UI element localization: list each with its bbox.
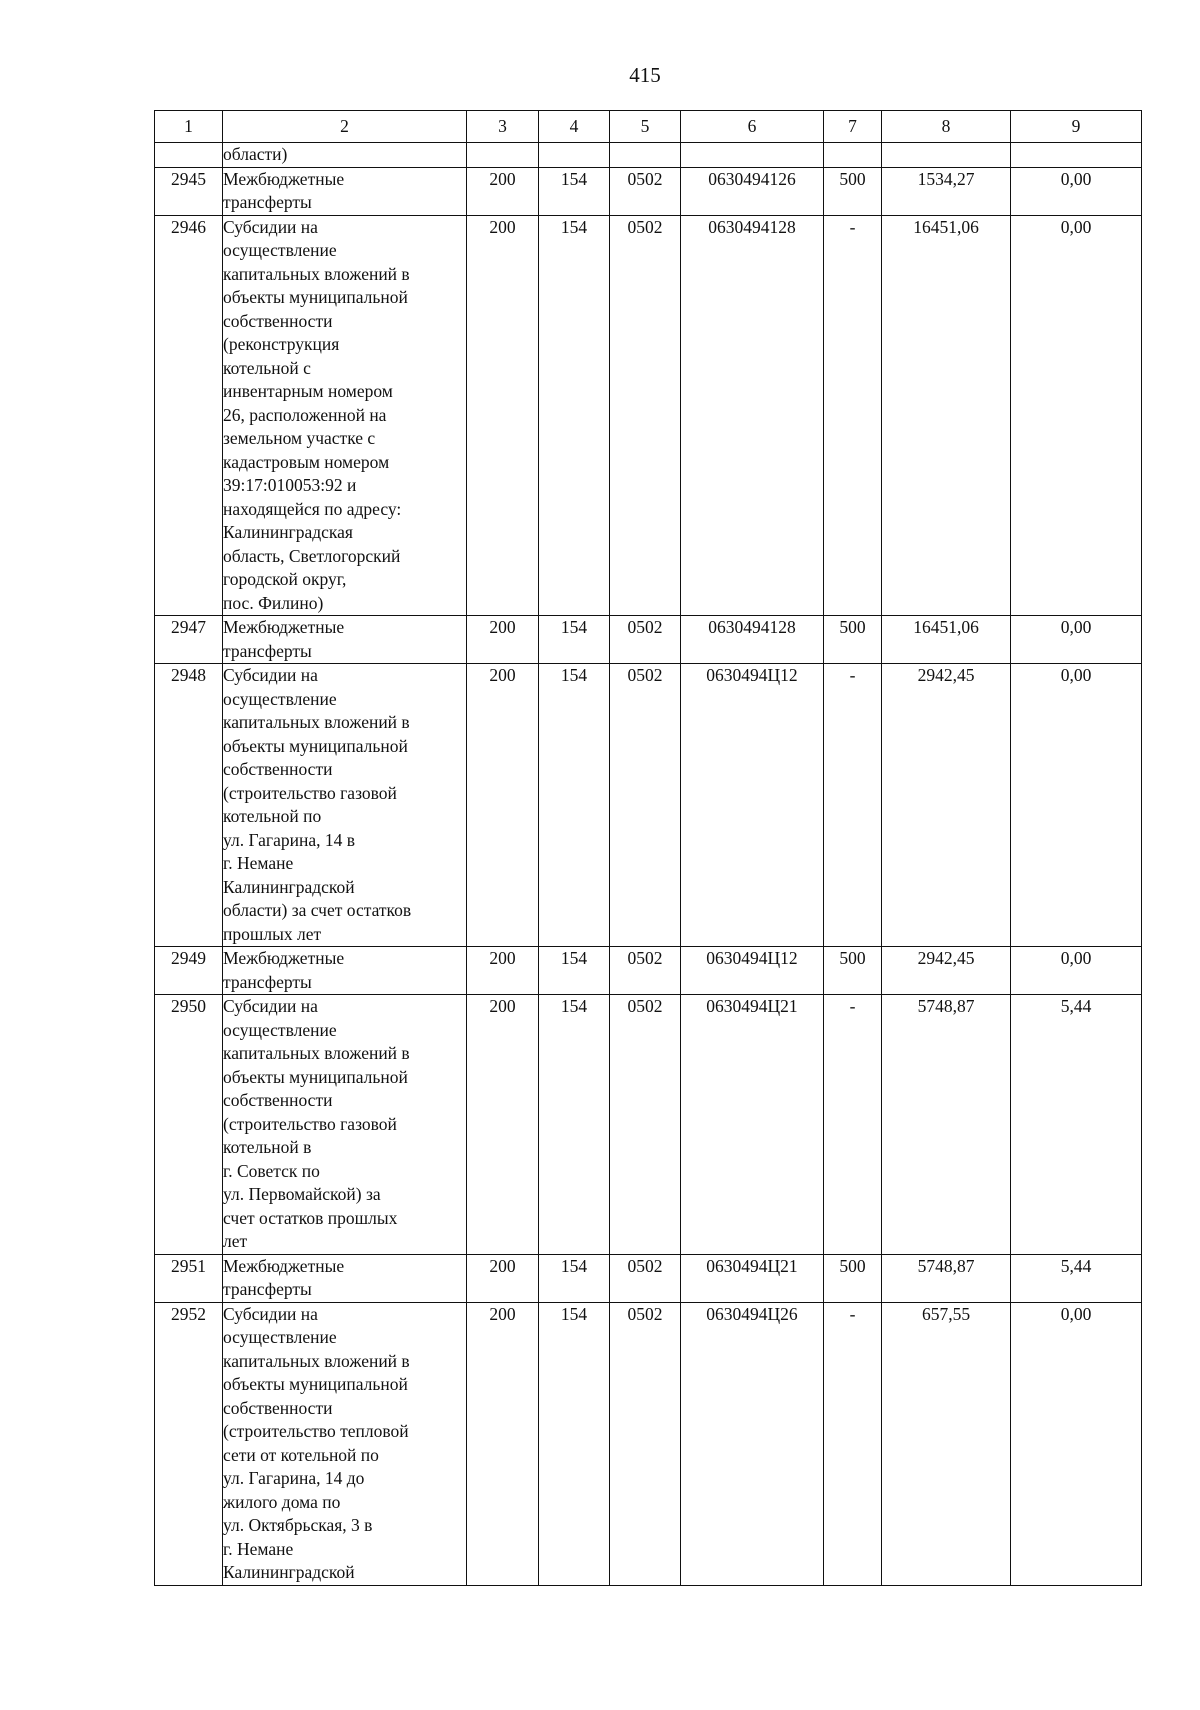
budget-table [154, 110, 1142, 1586]
name-line: объекты муниципальной [223, 1066, 408, 1087]
name-line: Межбюджетные [223, 948, 345, 968]
name-line: собственности [223, 1090, 333, 1110]
cell-col-5: 0502 [610, 995, 681, 1255]
cell-col-4: 154 [539, 1302, 610, 1585]
name-line: жилого дома по [223, 1491, 341, 1512]
name-line: капитальных вложений в [223, 712, 410, 732]
page-number: 415 [629, 63, 661, 87]
cell-col-5: 0502 [610, 215, 681, 616]
name-line: Субсидии на [223, 665, 318, 685]
header-cell-col-5: 5 [610, 111, 681, 143]
name-line: собственности [223, 310, 333, 331]
cell-col-7: - [824, 215, 882, 616]
cell-name [223, 167, 467, 215]
cell-target-article: 0630494128 [681, 616, 824, 664]
name-line: г. Немане [223, 1538, 294, 1559]
cell-col-7: - [824, 1302, 882, 1585]
name-line: Межбюджетные [223, 617, 345, 637]
cell-amount: 5748,87 [882, 1254, 1011, 1302]
cell-amount: 657,55 [882, 1302, 1011, 1585]
name-line: (строительство тепловой [223, 1421, 409, 1441]
name-line: трансферты [223, 192, 312, 212]
cell-col-7: 500 [824, 1254, 882, 1302]
header-cell-col-4: 4 [539, 111, 610, 143]
name-line: области) за счет остатков [223, 900, 412, 920]
cell-target-article: 0630494Ц21 [681, 995, 824, 1255]
cell-target-article: 0630494Ц12 [681, 664, 824, 947]
cell-col-3: 200 [467, 664, 539, 947]
cell-col-5: 0502 [610, 664, 681, 947]
cell-col-7: 500 [824, 167, 882, 215]
name-line: сети от котельной по [223, 1444, 379, 1465]
row-number-cell: 2948 [155, 664, 223, 947]
name-line: ул. Первомайской) за [223, 1184, 381, 1204]
name-line: Субсидии на [223, 1303, 318, 1324]
cell-target-article: 0630494Ц12 [681, 947, 824, 995]
cell-col-5: 0502 [610, 1302, 681, 1585]
cell-col-3 [467, 143, 539, 168]
table-row [155, 664, 1142, 947]
name-line: кадастровым номером [223, 451, 390, 472]
cell-amount [882, 143, 1011, 168]
name-line: (реконструкция [223, 334, 340, 354]
cell-target-article: 0630494Ц21 [681, 1254, 824, 1302]
cell-col-5: 0502 [610, 167, 681, 215]
table-body [155, 143, 1142, 1586]
cell-col-9 [1011, 143, 1142, 168]
name-line: трансферты [223, 640, 312, 661]
table-row [155, 995, 1142, 1255]
name-line: котельной по [223, 806, 322, 826]
cell-col-4: 154 [539, 1254, 610, 1302]
cell-amount: 16451,06 [882, 215, 1011, 616]
cell-col-3: 200 [467, 1302, 539, 1585]
cell-col-4: 154 [539, 947, 610, 995]
table-row [155, 616, 1142, 664]
cell-col-4: 154 [539, 215, 610, 616]
name-line: (строительство газовой [223, 782, 397, 803]
cell-col-3: 200 [467, 995, 539, 1255]
name-line: капитальных вложений в [223, 1043, 410, 1063]
name-line: Калининградской [223, 1562, 355, 1582]
cell-col-9: 0,00 [1011, 664, 1142, 947]
name-line: осуществление [223, 1019, 337, 1040]
name-line: капитальных вложений в [223, 263, 410, 284]
cell-col-9: 0,00 [1011, 947, 1142, 995]
row-number-cell: 2951 [155, 1254, 223, 1302]
name-line: лет [223, 1231, 248, 1251]
row-number-cell: 2949 [155, 947, 223, 995]
name-line: Калининградской [223, 876, 355, 897]
cell-name [223, 143, 467, 168]
row-number-cell: 2945 [155, 167, 223, 215]
name-line: 26, расположенной на [223, 404, 387, 425]
table-row [155, 1254, 1142, 1302]
cell-amount: 5748,87 [882, 995, 1011, 1255]
row-number-cell: 2952 [155, 1302, 223, 1585]
name-line: трансферты [223, 1279, 312, 1299]
cell-col-7: - [824, 664, 882, 947]
cell-amount: 1534,27 [882, 167, 1011, 215]
cell-name [223, 947, 467, 995]
cell-col-3: 200 [467, 215, 539, 616]
name-line: городской округ, [223, 569, 347, 589]
name-line: счет остатков прошлых [223, 1207, 398, 1228]
table-row [155, 947, 1142, 995]
name-line: (строительство газовой [223, 1113, 397, 1134]
name-line: Калининградская [223, 522, 353, 542]
name-line: объекты муниципальной [223, 287, 408, 307]
cell-col-7 [824, 143, 882, 168]
name-line: трансферты [223, 971, 312, 992]
cell-target-article: 0630494126 [681, 167, 824, 215]
cell-col-9: 0,00 [1011, 616, 1142, 664]
row-number-cell: 2947 [155, 616, 223, 664]
header-cell-col-1: 1 [155, 111, 223, 143]
cell-name [223, 664, 467, 947]
cell-col-4: 154 [539, 616, 610, 664]
cell-col-4: 154 [539, 995, 610, 1255]
table-row [155, 215, 1142, 616]
cell-col-5: 0502 [610, 616, 681, 664]
name-line: г. Советск по [223, 1160, 320, 1181]
cell-col-9: 0,00 [1011, 167, 1142, 215]
name-line: ул. Гагарина, 14 в [223, 829, 355, 850]
name-line: котельной с [223, 357, 311, 378]
name-line: 39:17:010053:92 и [223, 475, 357, 495]
name-line: осуществление [223, 1327, 337, 1347]
cell-col-3: 200 [467, 947, 539, 995]
name-line: объекты муниципальной [223, 1374, 408, 1394]
cell-col-7: - [824, 995, 882, 1255]
cell-col-7: 500 [824, 616, 882, 664]
table-row [155, 167, 1142, 215]
name-line: Межбюджетные [223, 168, 345, 189]
cell-col-4: 154 [539, 167, 610, 215]
cell-target-article: 0630494128 [681, 215, 824, 616]
name-line: земельном участке с [223, 428, 376, 448]
cell-target-article [681, 143, 824, 168]
header-cell-col-8: 8 [882, 111, 1011, 143]
cell-col-9: 0,00 [1011, 215, 1142, 616]
name-line: г. Немане [223, 853, 294, 873]
cell-col-5 [610, 143, 681, 168]
name-line: Субсидии на [223, 216, 318, 237]
cell-amount: 2942,45 [882, 664, 1011, 947]
name-line: Субсидии на [223, 996, 318, 1016]
header-cell-col-7: 7 [824, 111, 882, 143]
row-number-cell [155, 143, 223, 168]
cell-col-4 [539, 143, 610, 168]
row-number-cell: 2946 [155, 215, 223, 616]
header-cell-col-6: 6 [681, 111, 824, 143]
cell-name [223, 215, 467, 616]
name-line: прошлых лет [223, 923, 322, 944]
name-line: котельной в [223, 1137, 312, 1157]
cell-name [223, 995, 467, 1255]
header-cell-col-2: 2 [223, 111, 467, 143]
cell-col-9: 0,00 [1011, 1302, 1142, 1585]
cell-amount: 2942,45 [882, 947, 1011, 995]
name-line: пос. Филино) [223, 592, 324, 613]
name-line: ул. Гагарина, 14 до [223, 1468, 365, 1488]
name-line: Межбюджетные [223, 1255, 345, 1276]
table-row [155, 1302, 1142, 1585]
cell-col-9: 5,44 [1011, 1254, 1142, 1302]
cell-col-3: 200 [467, 616, 539, 664]
name-line: находящейся по адресу: [223, 498, 402, 519]
cell-col-5: 0502 [610, 1254, 681, 1302]
name-line: собственности [223, 1397, 333, 1418]
name-line: осуществление [223, 240, 337, 260]
cell-name [223, 1302, 467, 1585]
cell-name [223, 616, 467, 664]
cell-col-5: 0502 [610, 947, 681, 995]
name-line: область, Светлогорский [223, 545, 401, 566]
name-line: капитальных вложений в [223, 1350, 410, 1371]
cell-name [223, 1254, 467, 1302]
cell-amount: 16451,06 [882, 616, 1011, 664]
table-row [155, 143, 1142, 168]
name-line: осуществление [223, 688, 337, 709]
name-line: области) [223, 144, 288, 164]
table-header [155, 111, 1142, 143]
cell-col-3: 200 [467, 167, 539, 215]
header-cell-col-9: 9 [1011, 111, 1142, 143]
row-number-cell: 2950 [155, 995, 223, 1255]
name-line: объекты муниципальной [223, 735, 408, 756]
header-row [155, 111, 1142, 143]
header-cell-col-3: 3 [467, 111, 539, 143]
cell-target-article: 0630494Ц26 [681, 1302, 824, 1585]
cell-col-7: 500 [824, 947, 882, 995]
name-line: инвентарным номером [223, 381, 393, 401]
cell-col-3: 200 [467, 1254, 539, 1302]
cell-col-4: 154 [539, 664, 610, 947]
name-line: собственности [223, 759, 333, 779]
name-line: ул. Октябрьская, 3 в [223, 1515, 373, 1535]
cell-col-9: 5,44 [1011, 995, 1142, 1255]
